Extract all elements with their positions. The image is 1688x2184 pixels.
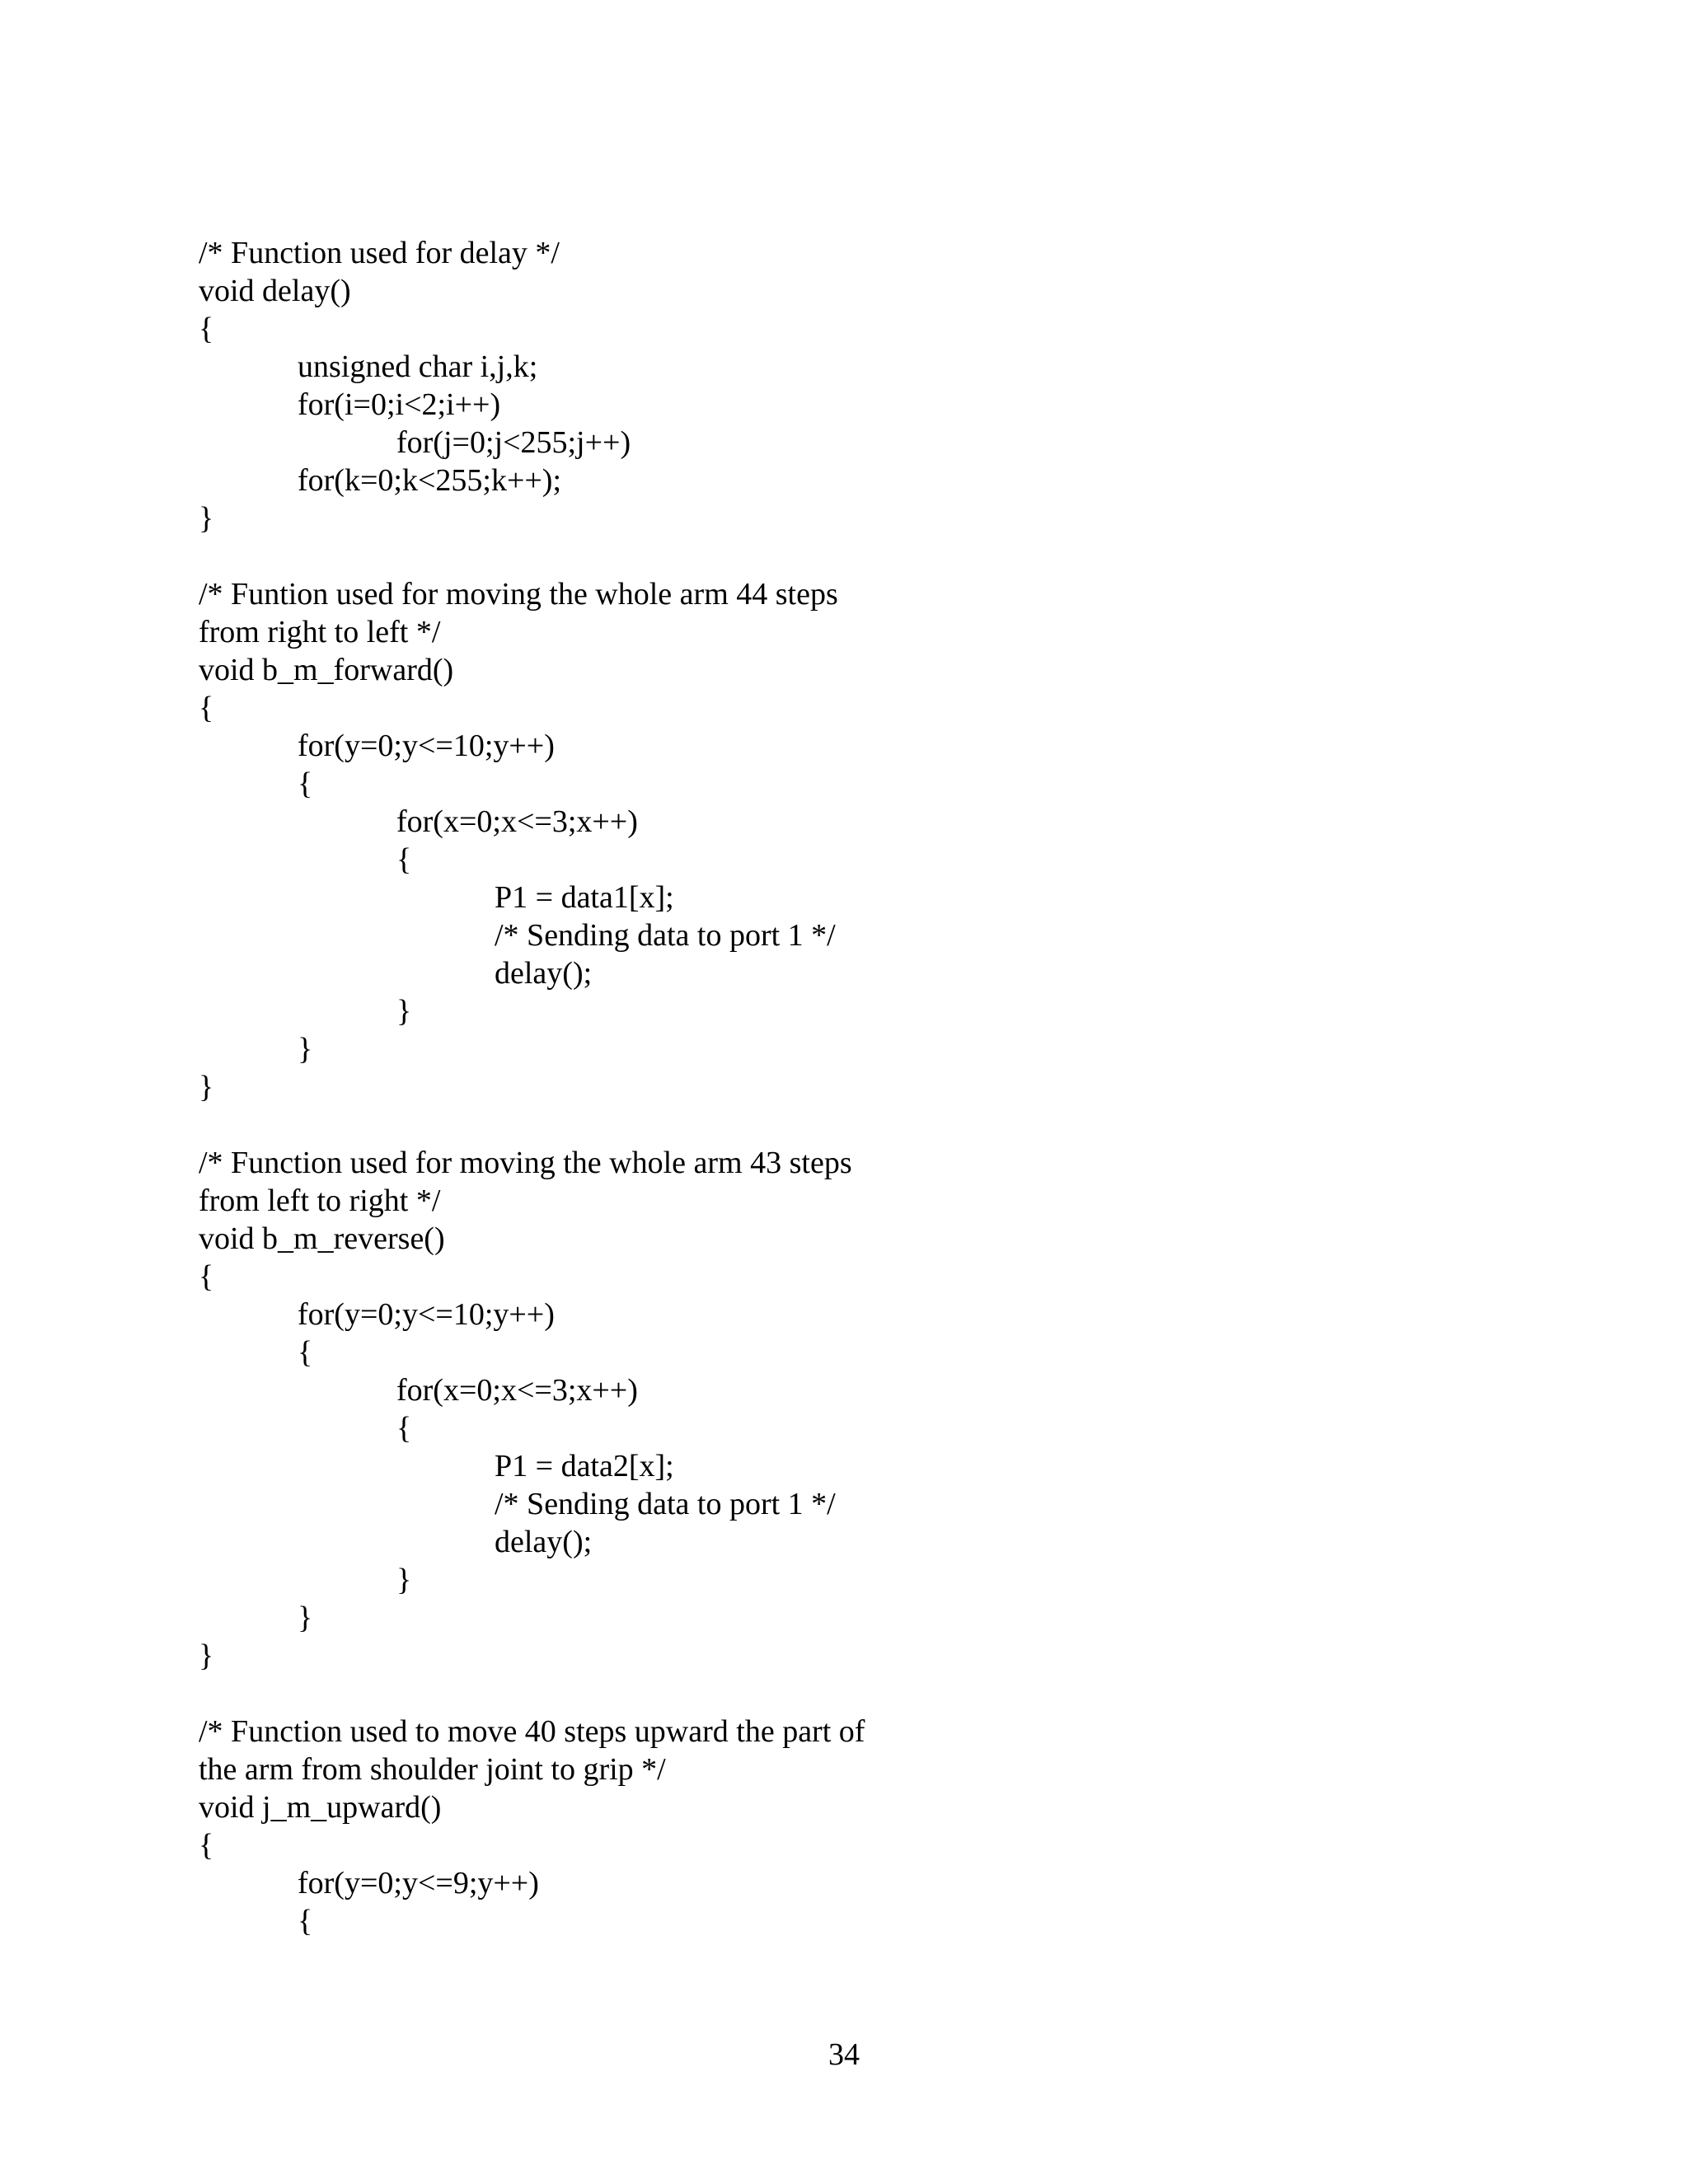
code-line: for(x=0;x<=3;x++)	[396, 1373, 638, 1408]
code-line	[199, 1675, 865, 1713]
code-line: for(y=0;y<=10;y++)	[298, 1297, 555, 1332]
code-line: }	[199, 501, 214, 536]
code-line: {	[396, 842, 412, 877]
code-line: for(i=0;i<2;i++)	[298, 387, 501, 422]
code-line: {	[298, 766, 313, 801]
code-line: for(x=0;x<=3;x++)	[396, 804, 638, 839]
code-line: {	[199, 1828, 214, 1863]
code-line: for(j=0;j<255;j++)	[396, 425, 631, 460]
code-line: }	[298, 1032, 313, 1066]
code-line: /* Function used for delay */	[199, 236, 560, 270]
code-line: the arm from shoulder joint to grip */	[199, 1752, 666, 1787]
code-line: {	[199, 312, 214, 346]
code-line	[199, 537, 865, 575]
code-line: }	[396, 994, 412, 1029]
code-line: for(y=0;y<=10;y++)	[298, 729, 555, 763]
code-line: {	[298, 1335, 313, 1370]
code-line: }	[199, 1638, 214, 1673]
code-line: }	[298, 1601, 313, 1635]
code-line: void j_m_upward()	[199, 1790, 442, 1825]
code-line: /* Function used for moving the whole arm 43 steps	[199, 1146, 852, 1180]
code-line: delay();	[495, 1525, 593, 1559]
code-line: delay();	[495, 956, 593, 991]
code-line: {	[396, 1411, 412, 1446]
code-line: void b_m_reverse()	[199, 1221, 445, 1256]
code-line: P1 = data1[x];	[495, 880, 674, 915]
page-number: 34	[828, 2037, 860, 2072]
code-line: from left to right */	[199, 1183, 441, 1218]
code-line: for(k=0;k<255;k++);	[298, 463, 562, 498]
code-line: unsigned char i,j,k;	[298, 349, 538, 384]
code-line: void b_m_forward()	[199, 653, 454, 687]
code-line: {	[199, 691, 214, 725]
code-line: }	[396, 1563, 412, 1597]
code-line: {	[199, 1259, 214, 1294]
code-line: void delay()	[199, 274, 351, 308]
code-line: /* Sending data to port 1 */	[495, 1487, 836, 1521]
code-listing	[199, 234, 865, 1940]
code-line: }	[199, 1070, 214, 1104]
code-line: /* Function used to move 40 steps upward the part of	[199, 1714, 865, 1749]
code-line: for(y=0;y<=9;y++)	[298, 1866, 539, 1900]
code-line: /* Funtion used for moving the whole arm 44 steps	[199, 577, 838, 612]
code-line: P1 = data2[x];	[495, 1449, 674, 1483]
code-line	[199, 1106, 865, 1144]
code-line: {	[298, 1904, 313, 1938]
code-line: from right to left */	[199, 615, 441, 649]
code-line: /* Sending data to port 1 */	[495, 918, 836, 953]
